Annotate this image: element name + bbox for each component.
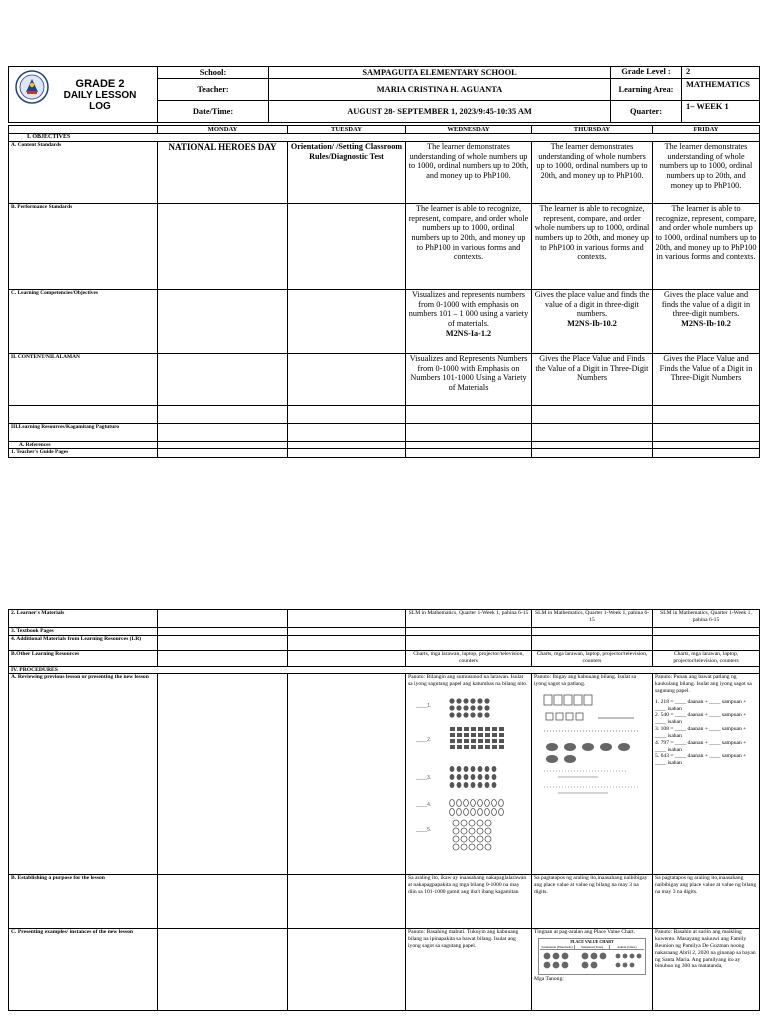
label-procedures: IV. PROCEDURES — [9, 667, 760, 674]
quarter-value: 1– WEEK 1 — [686, 102, 729, 111]
tuesday-orientation: Orientation/ /Setting Classroom Rules/Diagnostic Test — [288, 142, 406, 204]
wednesday-other: Charts, mga larawan, laptop, projector/television, counters — [406, 651, 532, 667]
monday-competency — [158, 290, 288, 354]
label-competencies: C. Learning Competencies/Objectives — [9, 290, 158, 354]
friday-reviewing-item: 2. 540 = ____ daanan + ____ sampuan + ____ isahan — [655, 712, 747, 726]
header-table — [8, 66, 760, 123]
svg-text:____4.: ____4. — [415, 802, 431, 809]
school-value: SAMPAGUITA ELEMENTARY SCHOOL — [269, 67, 611, 79]
wednesday-competency-code: M2NS-Ia-1.2 — [445, 328, 492, 338]
row-content — [9, 354, 760, 406]
wednesday-presenting: Panuto: Basahing mabuti. Tukuyin ang kabuuang bilang na ipinapakita sa bawat bilang. Isulat ang iyong sagot sa sagutang papel. — [406, 929, 532, 1011]
tuesday-performance — [288, 204, 406, 290]
wednesday-reviewing-text: Panuto: Bilangin ang sumusunod na larawan. Isulat sa iyong sagutang papel ang katumbas na bilang nito. — [408, 674, 528, 688]
quarter-label: Quarter: — [611, 101, 682, 122]
friday-performance: The learner is able to recognize, represent, compare, and order whole numbers up to 1000, ordinal numbers up to 20th, and money up to PhP100 in various forms and contexts. — [653, 204, 760, 290]
row-resources — [9, 424, 760, 442]
thursday-other: Charts, mga larawan, laptop, projector/television, counters — [532, 651, 653, 667]
place-value-chart-title: PLACE VALUE CHART — [570, 939, 614, 945]
day-friday: FRIDAY — [653, 126, 760, 134]
row-competencies — [9, 290, 760, 354]
lesson-grid-page2 — [8, 609, 760, 1011]
row-performance-standards — [9, 204, 760, 290]
day-wednesday: WEDNESDAY — [406, 126, 532, 134]
monday-performance — [158, 204, 288, 290]
svg-text:____2.: ____2. — [415, 737, 431, 744]
grade-level-cell — [611, 67, 760, 79]
counting-objects-image — [414, 691, 524, 856]
svg-text:____1.: ____1. — [415, 703, 431, 710]
wednesday-competency — [406, 290, 532, 354]
svg-text:____3.: ____3. — [415, 775, 431, 782]
friday-presenting: Panuto: Basahin at suriin ang maikling kuwento. Masayang naiuuwi ang Family Reunion ng Pamilya De Guzman noong nakaraang Abril 2, 2020 na ginanap sa bayan ng Santa Maria. Ang pamilyang ito ay binubuo ng 300 na matatanda, — [653, 929, 760, 1011]
learning-area-value: MATHEMATICS — [686, 80, 750, 89]
learning-area-cell — [611, 79, 760, 101]
tuesday-content — [288, 354, 406, 406]
row-reviewing — [9, 674, 760, 875]
label-textbook: 3. Textbook Pages — [9, 628, 158, 636]
day-thursday: THURSDAY — [532, 126, 653, 134]
page-one — [8, 66, 759, 458]
friday-purpose: Sa pagtatapos ng araling ito,inaasahang naibibigay ang place value at value ng bilang na may 3 na digits. — [653, 875, 760, 929]
days-corner — [9, 126, 158, 134]
chart-header-hundreds: Sandaanan (Hundreds) — [540, 945, 575, 949]
chart-header-ones: Isahan (Ones) — [617, 945, 637, 950]
label-content-standards: A. Content Standards — [9, 142, 158, 204]
thursday-lm: SLM in Mathematics, Quarter 1-Week 1, pahina 6-15 — [532, 610, 653, 628]
deped-seal-icon — [15, 70, 49, 104]
log-title-line2: LOG — [89, 100, 111, 112]
day-monday: MONDAY — [158, 126, 288, 134]
friday-competency-text: Gives the place value and finds the value of a digit in three-digit numbers. — [661, 290, 751, 319]
row-presenting — [9, 929, 760, 1011]
place-value-chart-disks — [540, 950, 644, 970]
grade-level-value: 2 — [686, 67, 691, 76]
label-learners-materials: 2. Learner's Materials — [9, 610, 158, 628]
wednesday-competency-text: Visualizes and represents numbers from 0-1000 with emphasis on numbers 101 – 1 000 using a variety of materials. — [408, 290, 529, 329]
friday-competency-code: M2NS-Ib-10.2 — [681, 319, 731, 329]
label-other-resources: B.Other Learning Resources — [9, 651, 158, 667]
label-presenting: C. Presenting examples/ instances of the new lesson — [9, 929, 158, 1011]
lesson-grid-page1 — [8, 125, 760, 458]
teacher-value: MARIA CRISTINA H. AGUANTA — [269, 79, 611, 101]
page-two — [8, 609, 759, 1011]
datetime-value: AUGUST 28- SEPTEMBER 1, 2023/9:45-10:35 AM — [269, 101, 611, 123]
row-teachers-guide — [9, 449, 760, 458]
row-references — [9, 442, 760, 449]
objectives-row — [9, 134, 760, 142]
tuesday-competency — [288, 290, 406, 354]
chart-header-tens: Sampuan (Tens) — [575, 945, 610, 949]
friday-content: Gives the Place Value and Finds the Value of a Digit in Three-Digit Numbers — [653, 354, 760, 406]
friday-reviewing-item: 3. 108 = ____ daanan + ____ sampuan + ____ isahan — [655, 726, 747, 739]
grade-title: GRADE 2 — [75, 77, 125, 90]
title-block — [9, 67, 158, 123]
label-teachers-guide: 1. Teacher's Guide Pages — [9, 449, 158, 458]
label-content: II. CONTENT/NILALAMAN — [9, 354, 158, 406]
thursday-presenting-text: Tingnan at pag-aralan ang Place Value Chart. — [534, 929, 636, 936]
place-value-chart — [538, 938, 646, 975]
label-purpose: B. Establishing a purpose for the lesson — [9, 875, 158, 929]
thursday-presenting-footer: Mga Tanong: — [534, 976, 564, 983]
objectives-label: I. OBJECTIVES — [9, 134, 760, 142]
row-content-standards — [9, 142, 760, 204]
friday-content-standard: The learner demonstrates understanding of whole numbers up to 1000, ordinal numbers up to 20th, and money up to PhP100. — [653, 142, 760, 204]
wednesday-lm: SLM in Mathematics, Quarter 1-Week 1, pahina 6-15 — [406, 610, 532, 628]
thursday-competency — [532, 290, 653, 354]
row-procedures — [9, 667, 760, 674]
thursday-performance: The learner is able to recognize, represent, compare, and order whole numbers up to 1000, ordinal numbers up to 20th, and money up to PhP100 in various forms and contexts. — [532, 204, 653, 290]
row-blank — [9, 406, 760, 424]
friday-reviewing — [653, 674, 760, 875]
row-learners-materials — [9, 610, 760, 628]
label-references: A. References — [9, 442, 158, 449]
thursday-competency-code: M2NS-Ib-10.2 — [567, 319, 617, 329]
monday-holiday: NATIONAL HEROES DAY — [158, 142, 288, 204]
wednesday-reviewing — [406, 674, 532, 875]
label-performance-standards: B. Performance Standards — [9, 204, 158, 290]
thursday-purpose: Sa pagtatapos ng araling ito,inaasahang naibibigay ang place value at value ng bilang na may 3 na digits. — [532, 875, 653, 929]
day-tuesday: TUESDAY — [288, 126, 406, 134]
thursday-reviewing — [532, 674, 653, 875]
thursday-competency-text: Gives the place value and finds the value of a digit in three-digit numbers. — [534, 290, 650, 319]
datetime-label: Date/Time: — [158, 101, 269, 123]
thursday-reviewing-text: Panuto: Ibigay ang kabuuang bilang. Isulat sa iyong sagot sa patlang. — [534, 674, 637, 688]
friday-reviewing-intro: Panuto: Punan ang bawat patlang ng kaukulang bilang. Isulat ang iyong sagot sa sagutang papel. — [655, 674, 752, 695]
thursday-presenting — [532, 929, 653, 1011]
school-label: School: — [158, 67, 269, 79]
label-resources: III.Learning Resources/Kagamitang Pagtuturo — [9, 424, 158, 442]
row-other-resources — [9, 651, 760, 667]
friday-reviewing-item: 5. 643 = ____ daanan + ____ sampuan + ____ isahan — [655, 753, 747, 767]
days-header-row — [9, 126, 760, 134]
row-additional — [9, 636, 760, 651]
thursday-counting-image — [538, 691, 646, 801]
monday-content — [158, 354, 288, 406]
label-additional: 4. Additional Materials from Learning Resources (LR) — [9, 636, 158, 651]
wednesday-purpose: Sa araling ito, ikaw ay inaasahang nakapaglalarawan at nakapagpapakita ng mga bilang 0-1000 na may diin sa 101-1000 gamit ang iba't ibang kagamitan — [406, 875, 532, 929]
friday-competency — [653, 290, 760, 354]
quarter-cell — [611, 101, 760, 123]
grade-level-label: Grade Level : — [611, 67, 682, 78]
wednesday-performance: The learner is able to recognize, represent, compare, and order whole numbers up to 1000, ordinal numbers up to 20th, and money up to PhP100 in various forms and contexts. — [406, 204, 532, 290]
friday-reviewing-item: 4. 797 = ____ daanan + ____ sampuan + ____ isahan — [655, 739, 747, 753]
thursday-content: Gives the Place Value and Finds the Value of a Digit in Three-Digit Numbers — [532, 354, 653, 406]
teacher-label: Teacher: — [158, 79, 269, 101]
svg-text:____5.: ____5. — [415, 827, 431, 834]
row-purpose — [9, 875, 760, 929]
friday-lm: SLM in Mathematics, Quarter 1-Week 1, pahina 6-15 — [653, 610, 760, 628]
learning-area-label: Learning Area: — [611, 79, 682, 100]
thursday-content-standard: The learner demonstrates understanding of whole numbers up to 1000, ordinal numbers up to 20th, and money up to PhP100. — [532, 142, 653, 204]
wednesday-content-standard: The learner demonstrates understanding of whole numbers up to 1000, ordinal numbers up to 20th, and money up to PhP100. — [406, 142, 532, 204]
friday-other: Charts, mga larawan, laptop, projector/television, counters — [653, 651, 760, 667]
friday-reviewing-item: 1. 218 = ____ daanan + ____ sampuan + ____ isahan — [655, 698, 747, 712]
label-reviewing: A. Reviewing previous lesson or presenting the new lesson — [9, 674, 158, 875]
log-title-line1: DAILY LESSON — [63, 89, 137, 101]
wednesday-content: Visualizes and Represents Numbers from 0-1000 with Emphasis on Numbers 101-1000 Using a Variety of Materials — [406, 354, 532, 406]
row-textbook — [9, 628, 760, 636]
